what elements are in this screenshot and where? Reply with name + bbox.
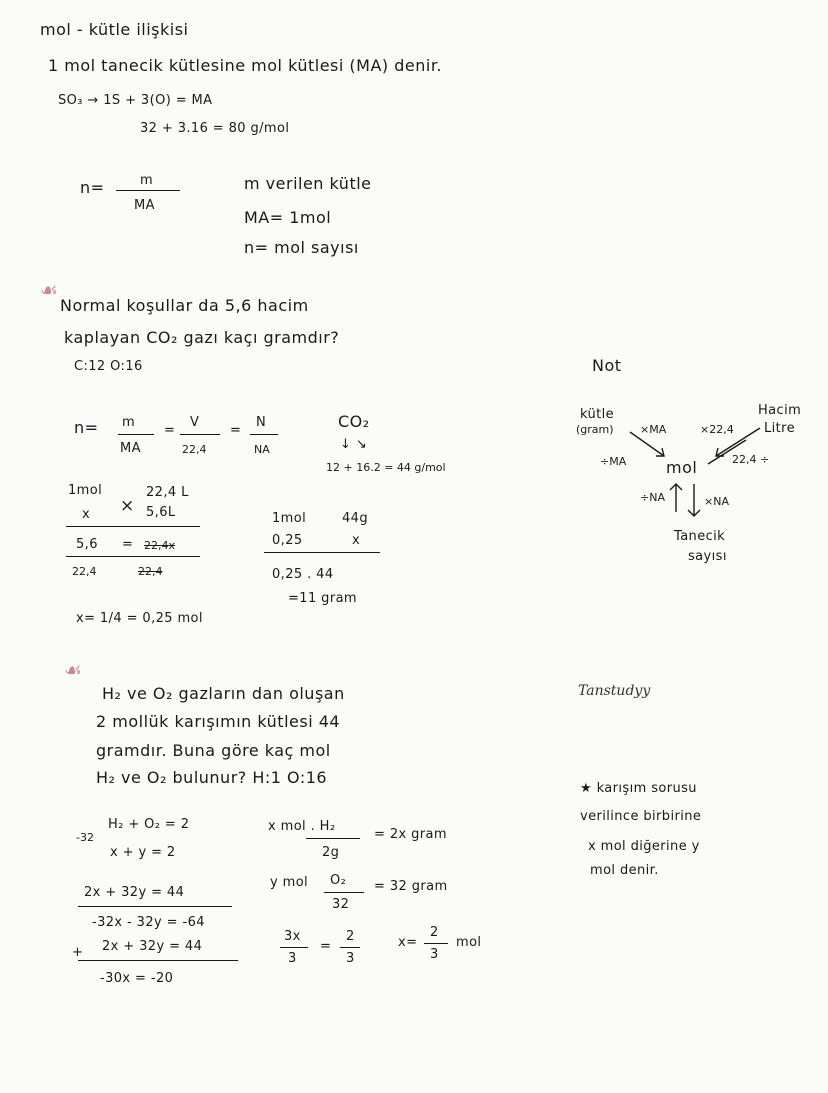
q2-frac-3b: 3 [346,951,355,966]
q1-g-result: =11 gram [288,591,357,606]
section-title: mol - kütle ilişkisi [40,20,189,39]
q1-formula-m: m [122,415,136,430]
q1-p-224L: 22,4 L [146,485,189,500]
q1-formula-n: n= [74,418,99,437]
q2-x-res-num: 2 [430,925,439,940]
q1-p-x: x [82,507,91,522]
legend-ma: MA= 1mol [244,208,332,227]
diagram-mol: mol [666,458,698,477]
q2-eq4: -32x - 32y = -64 [92,915,205,930]
diagram-xma: ×MA [640,423,667,436]
q2-frac-3x: 3x [284,929,301,944]
diagram-x224: ×22,4 [700,423,734,436]
q2-yo2-left: y mol [270,875,309,890]
q2-frac-3: 3 [288,951,297,966]
q1-p-224b: 22,4 [138,565,163,578]
q1-g-x: x [352,533,361,548]
diagram-litre: Litre [764,421,796,436]
diagram-gram: (gram) [576,423,614,436]
q2-frac-2: 2 [346,929,355,944]
q2-yo2-den: 32 [332,897,350,912]
tip-line-1: ★ karışım sorusu [580,781,697,796]
q2-line-3: gramdır. Buna göre kaç mol [96,741,331,760]
question-mark-icon: ☙ [64,658,82,682]
q2-frac-eq: = [320,939,332,954]
diagram-div224: 22,4 ÷ [732,453,770,466]
q2-x-res-unit: mol [456,935,482,950]
tip-line-3: x mol diğerine y [588,839,700,854]
q1-formula-N: N [256,415,267,430]
legend-m: m verilen kütle [244,174,372,193]
q1-formula-224: 22,4 [182,443,207,456]
q1-equals: = [230,423,242,438]
q1-line-1: Normal koşullar da 5,6 hacim [60,296,309,315]
q2-yo2-num: O₂ [330,873,347,888]
q1-line-2: kaplayan CO₂ gazı kaçı gramdır? [64,328,340,347]
note-title: Not [592,356,622,375]
q1-formula-NA: NA [254,443,270,456]
diagram-divma: ÷MA [600,455,627,468]
diagram-tanecik: Tanecik [674,529,726,544]
q2-xh2-left: x mol . H₂ [268,819,336,834]
q1-g-44: 44g [342,511,368,526]
q2-x-res-left: x= [398,935,418,950]
q2-x-res-den: 3 [430,947,439,962]
legend-n: n= mol sayısı [244,238,359,257]
q1-g-1mol: 1mol [272,511,307,526]
q2-mult: -32 [76,831,94,844]
tip-line-4: mol denir. [590,863,659,878]
q1-p-result: x= 1/4 = 0,25 mol [76,611,203,626]
definition-text: 1 mol tanecik kütlesine mol kütlesi (MA) denir. [48,56,443,75]
diagram-xna: ×NA [704,495,729,508]
q1-p-56: 5,6 [76,537,98,552]
diagram-kutle: kütle [580,407,615,422]
diagram-hacim: Hacim [758,403,802,418]
q2-xh2-den: 2g [322,845,340,860]
q1-formula-v: V [190,415,200,430]
q2-eq1: H₂ + O₂ = 2 [108,817,190,832]
formula-numerator: m [140,173,154,188]
q2-eq3: 2x + 32y = 44 [84,885,185,900]
q1-formula-ma: MA [120,441,141,456]
q2-line-2: 2 mollük karışımın kütlesi 44 [96,712,341,731]
example-line-1: SO₃ → 1S + 3(O) = MA [58,93,213,108]
q1-co2: CO₂ [338,412,370,431]
q2-eq2: x + y = 2 [110,845,176,860]
q1-p-56L: 5,6L [146,505,176,520]
q2-plus: + [72,945,84,960]
q1-equals: = [164,423,176,438]
diagram-divna: ÷NA [640,491,665,504]
q1-arrows: ↓ ↘ [340,437,368,452]
q1-g-calc: 0,25 . 44 [272,567,334,582]
diagram-sayisi: sayısı [688,549,727,564]
example-line-2: 32 + 3.16 = 80 g/mol [140,121,290,136]
q1-p-1mol: 1mol [68,483,103,498]
q2-eq6: -30x = -20 [100,971,174,986]
q1-p-224: 22,4 [72,565,97,578]
q2-line-1: H₂ ve O₂ gazların dan oluşan [102,684,345,703]
question-mark-icon: ☙ [40,278,58,302]
q1-g-025: 0,25 [272,533,303,548]
q1-given: C:12 O:16 [74,359,143,374]
q2-eq5: 2x + 32y = 44 [102,939,203,954]
tip-line-2: verilince birbirine [580,809,702,824]
q1-p-eq: = [122,537,134,552]
formula-denominator: MA [134,198,155,213]
q1-co2-calc: 12 + 16.2 = 44 g/mol [326,461,446,474]
q2-yo2-right: = 32 gram [374,879,448,894]
formula-n: n= [80,178,105,197]
brand-watermark: Tanstudyy [578,683,651,699]
q2-line-4: H₂ ve O₂ bulunur? H:1 O:16 [96,768,328,787]
q2-xh2-right: = 2x gram [374,827,447,842]
q1-p-224x: 22,4x [144,539,176,552]
